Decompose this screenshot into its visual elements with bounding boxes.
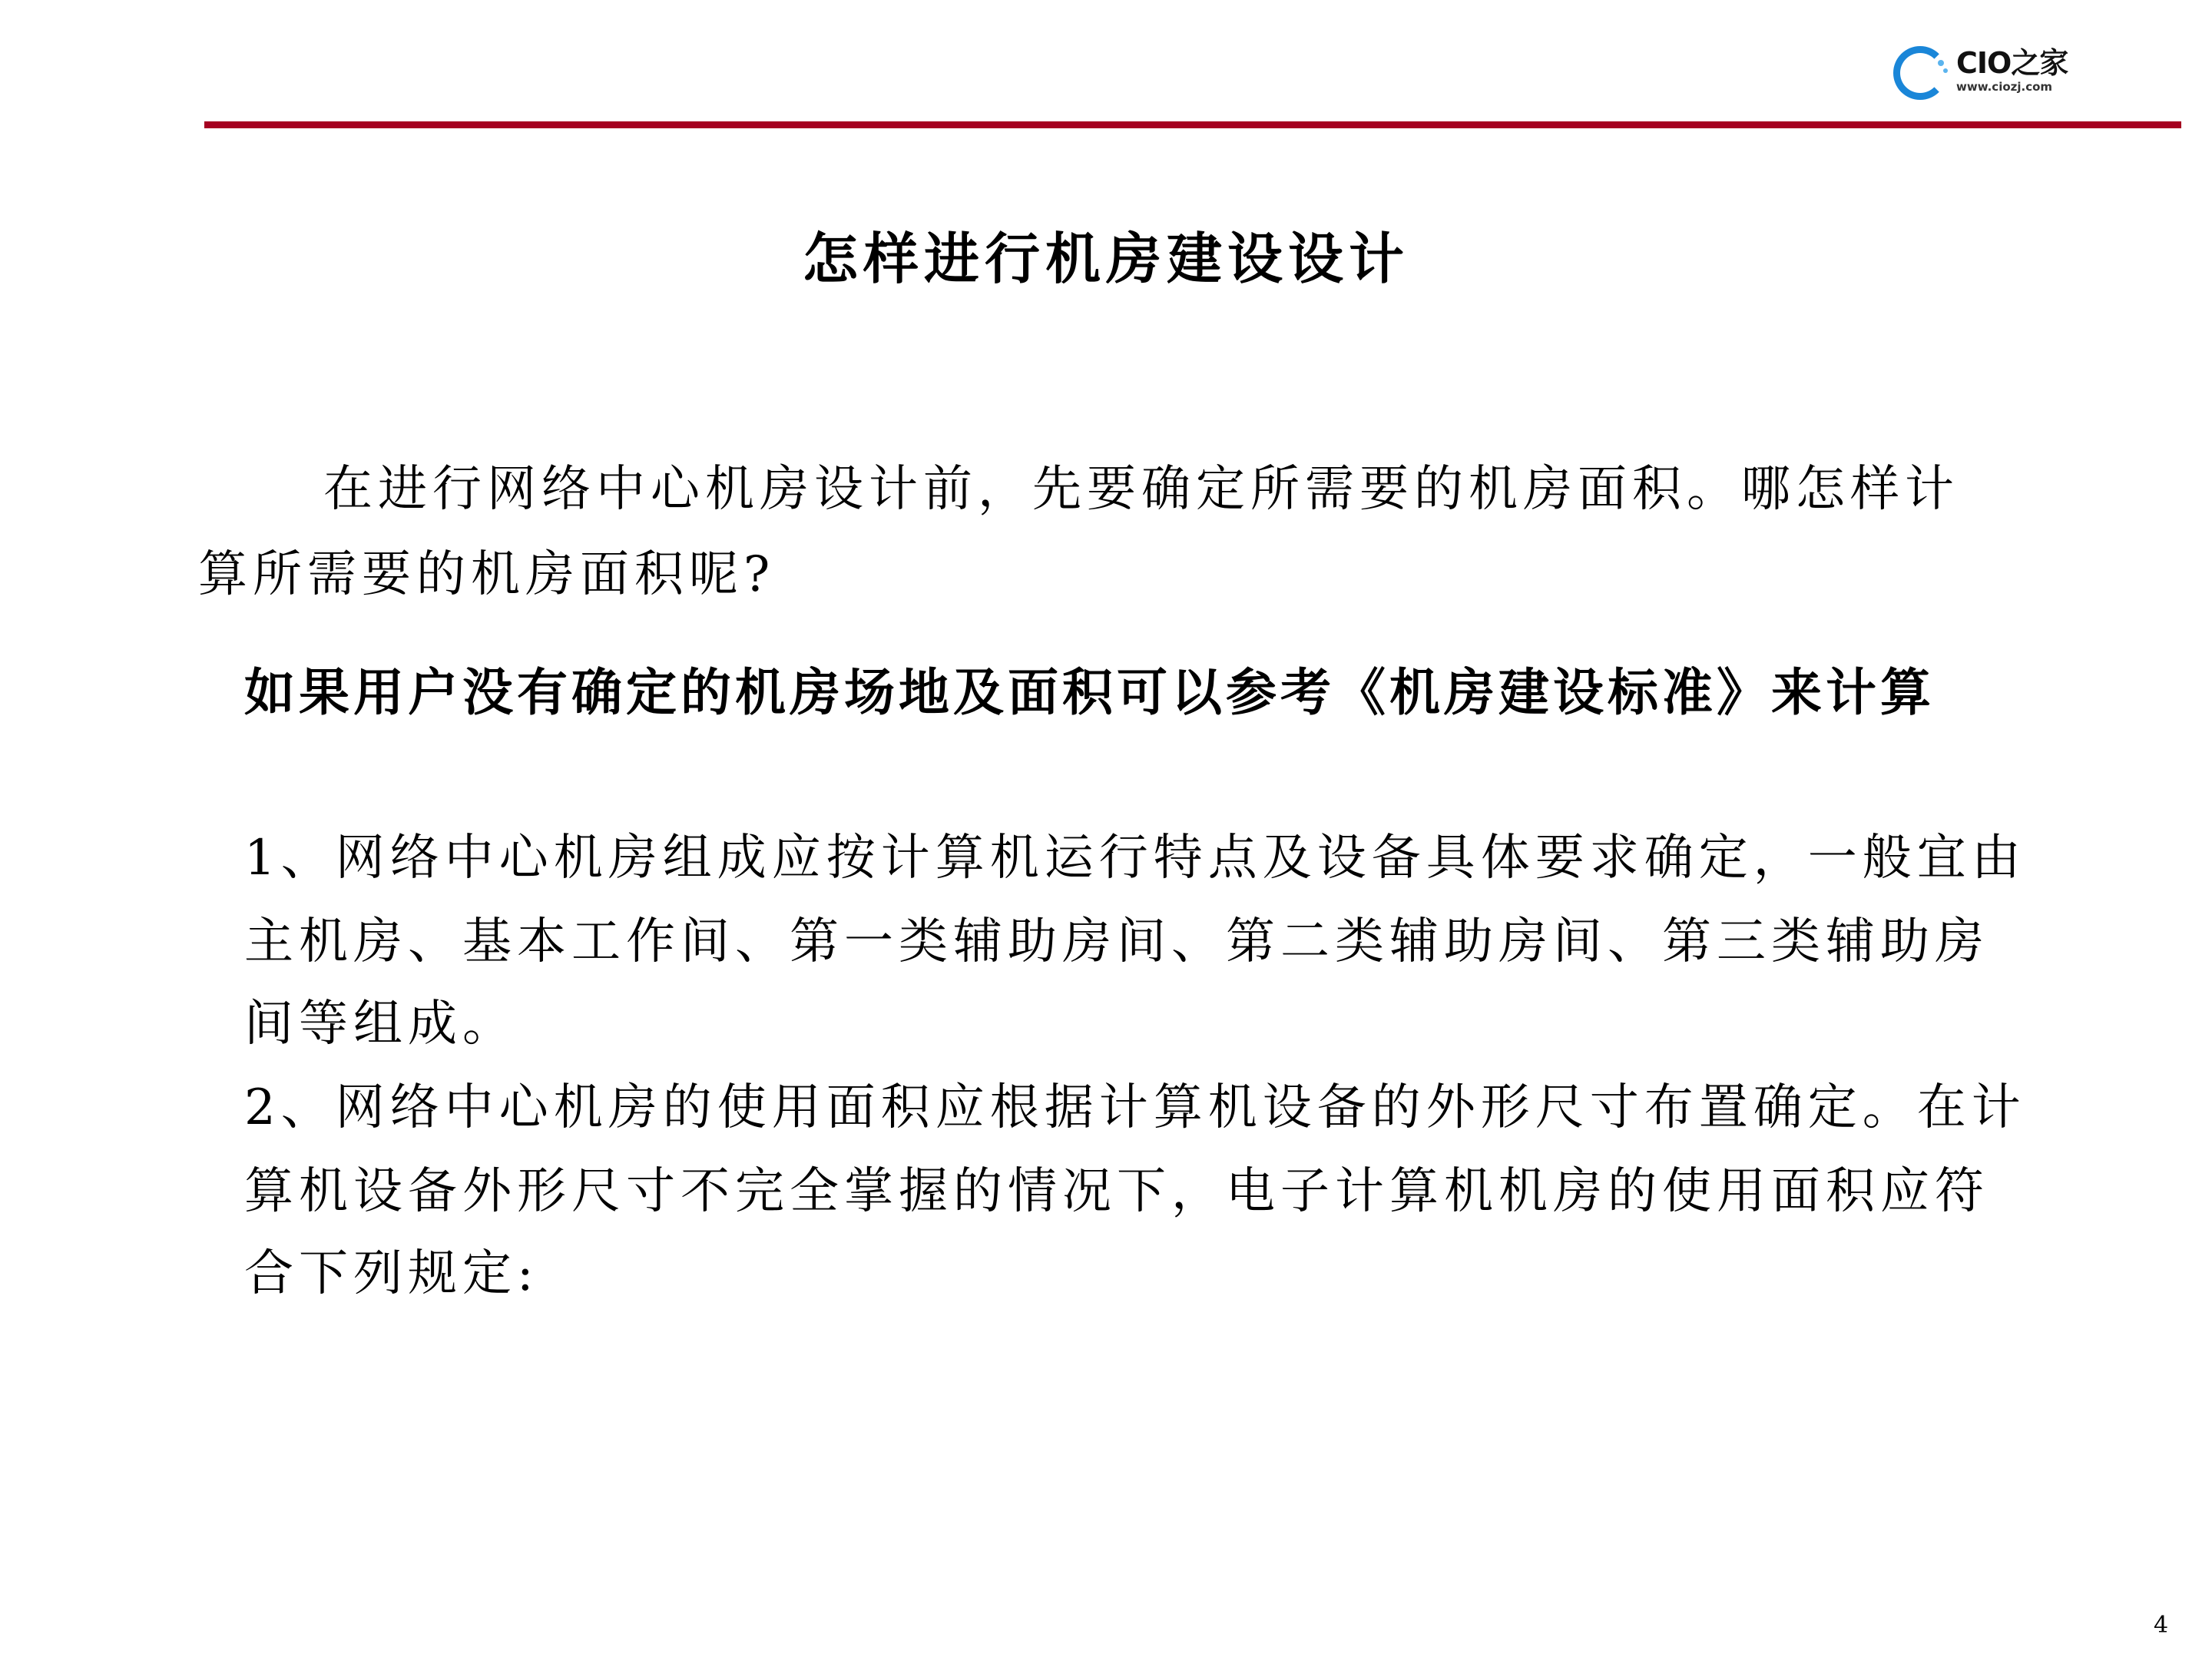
logo-name: CIO之家 bbox=[1956, 46, 2068, 80]
item-2-line-1: 2、网络中心机房的使用面积应根据计算机设备的外形尺寸布置确定。在计 bbox=[244, 1079, 2026, 1136]
page-number: 4 bbox=[2154, 1612, 2169, 1639]
intro-line-1: 在进行网络中心机房设计前，先要确定所需要的机房面积。哪怎样计 bbox=[323, 461, 1959, 518]
item-1-line-3: 间等组成。 bbox=[244, 996, 517, 1052]
item-2-line-2: 算机设备外形尺寸不完全掌握的情况下，电子计算机机房的使用面积应符 bbox=[244, 1163, 1989, 1220]
emphasis-text: 如果用户没有确定的机房场地及面积可以参考《机房建设标准》来计算 bbox=[244, 662, 1935, 722]
logo-dots-icon bbox=[1938, 60, 1944, 66]
ciozj-logo bbox=[1893, 45, 2093, 100]
intro-line-2: 算所需要的机房面积呢? bbox=[198, 546, 776, 603]
item-1-line-2: 主机房、基本工作间、第一类辅助房间、第二类辅助房间、第三类辅助房 bbox=[244, 913, 1989, 970]
item-2-line-3: 合下列规定: bbox=[244, 1245, 539, 1302]
logo-url: www.ciozj.com bbox=[1956, 80, 2053, 94]
logo-ring-icon bbox=[1893, 46, 1947, 100]
slide-title: 怎样进行机房建设设计 bbox=[802, 226, 1409, 291]
item-1-line-1: 1、网络中心机房组成应按计算机运行特点及设备具体要求确定，一般宜由 bbox=[244, 830, 2026, 887]
header-divider bbox=[204, 121, 2181, 128]
